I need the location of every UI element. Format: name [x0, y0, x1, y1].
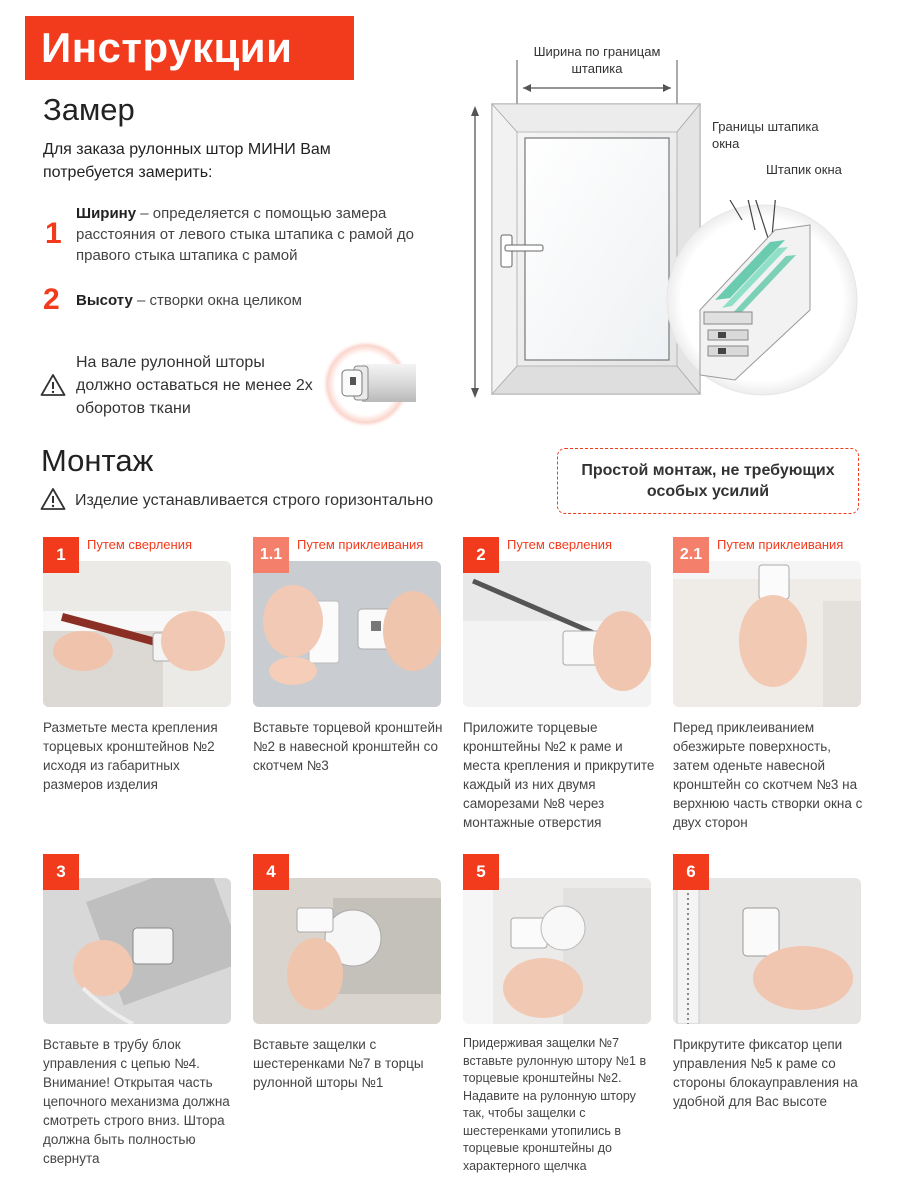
step-photo — [673, 878, 861, 1024]
roll-warning-text: На вале рулонной шторы должно оставаться не менее 2х оборотов ткани — [76, 354, 313, 417]
measure-step-desc: – створки окна целиком — [132, 292, 302, 309]
step-method: Путем приклеивания — [297, 537, 424, 552]
step-badge: 3 — [43, 854, 79, 890]
step-photo — [673, 561, 861, 707]
measure-step-number: 1 — [45, 217, 62, 250]
step-badge: 2 — [463, 537, 499, 573]
bead-border-label: Границы штапика окна — [712, 119, 819, 151]
step-badge: 5 — [463, 854, 499, 890]
step-caption: Придерживая защелки №7 вставьте рулонную штору №1 в торцевые кронштейны №2. Надавите на рулонную штору так, чтобы защелки с шестеренками утопились в торцевые кронштейны до характерного щелчка — [463, 1036, 647, 1173]
mount-heading: Монтаж — [41, 443, 154, 478]
warning-icon — [40, 373, 66, 397]
step-badge: 1.1 — [253, 537, 289, 573]
step-photo — [43, 878, 231, 1024]
step-badge: 6 — [673, 854, 709, 890]
step-caption: Вставьте в трубу блок управления с цепью №4. Внимание! Открытая часть цепочного механизма должна смотреть строго вниз. Штора должна быть полностью свернута — [43, 1037, 230, 1166]
measure-intro: Для заказа рулонных штор МИНИ Вам потребуется замерить: — [43, 141, 331, 181]
step-photo — [463, 878, 651, 1024]
easy-mount-callout: Простой монтаж, не требующих особых усилий — [557, 448, 859, 514]
window-profile-illustration — [660, 200, 865, 400]
step-photo — [253, 878, 441, 1024]
step-caption: Вставьте защелки с шестеренками №7 в торцы рулонной шторы №1 — [253, 1037, 424, 1090]
measure-heading: Замер — [43, 92, 135, 127]
step-method: Путем сверления — [507, 537, 613, 552]
measure-step-height — [76, 290, 446, 311]
warning-icon — [40, 487, 66, 511]
measure-step-title: Ширину — [76, 205, 137, 222]
step-method: Путем сверления — [87, 537, 193, 552]
step-badge: 1 — [43, 537, 79, 573]
measure-step-width — [76, 203, 446, 266]
step-caption: Прикрутите фиксатор цепи управления №5 к раме со стороны блокауправления на удобной для Вас высоте — [673, 1037, 858, 1109]
step-caption: Вставьте торцевой кронштейн №2 в навесной кронштейн со скотчем №3 — [253, 720, 443, 773]
measure-step-number: 2 — [43, 283, 60, 316]
roller-end-illustration — [316, 340, 416, 428]
step-badge: 4 — [253, 854, 289, 890]
step-method: Путем приклеивания — [717, 537, 844, 552]
step-photo — [463, 561, 651, 707]
step-caption: Разметьте места крепления торцевых кронштейнов №2 исходя из габаритных размеров изделия — [43, 720, 218, 792]
step-photo — [253, 561, 441, 707]
measure-step-title: Высоту — [76, 292, 133, 309]
page-banner: Инструкции — [25, 16, 354, 80]
step-badge: 2.1 — [673, 537, 709, 573]
measure-step-desc: – определяется с помощью замера расстояния от левого стыка штапика с рамой до правого стыка штапика с рамой — [76, 205, 414, 264]
horizontal-warning-text: Изделие устанавливается строго горизонтально — [75, 492, 434, 509]
bead-label: Штапик окна — [766, 162, 842, 177]
step-caption: Приложите торцевые кронштейны №2 к раме и места крепления и прикрутите каждый из них двумя саморезами №8 через монтажные отверстия — [463, 720, 655, 830]
step-photo — [43, 561, 231, 707]
width-label: Ширина по границам штапика — [533, 44, 661, 76]
step-caption: Перед приклеиванием обезжирьте поверхность, затем оденьте навесной кронштейн со скотчем №3 на верхнюю часть створки окна с двух сторон — [673, 720, 863, 830]
